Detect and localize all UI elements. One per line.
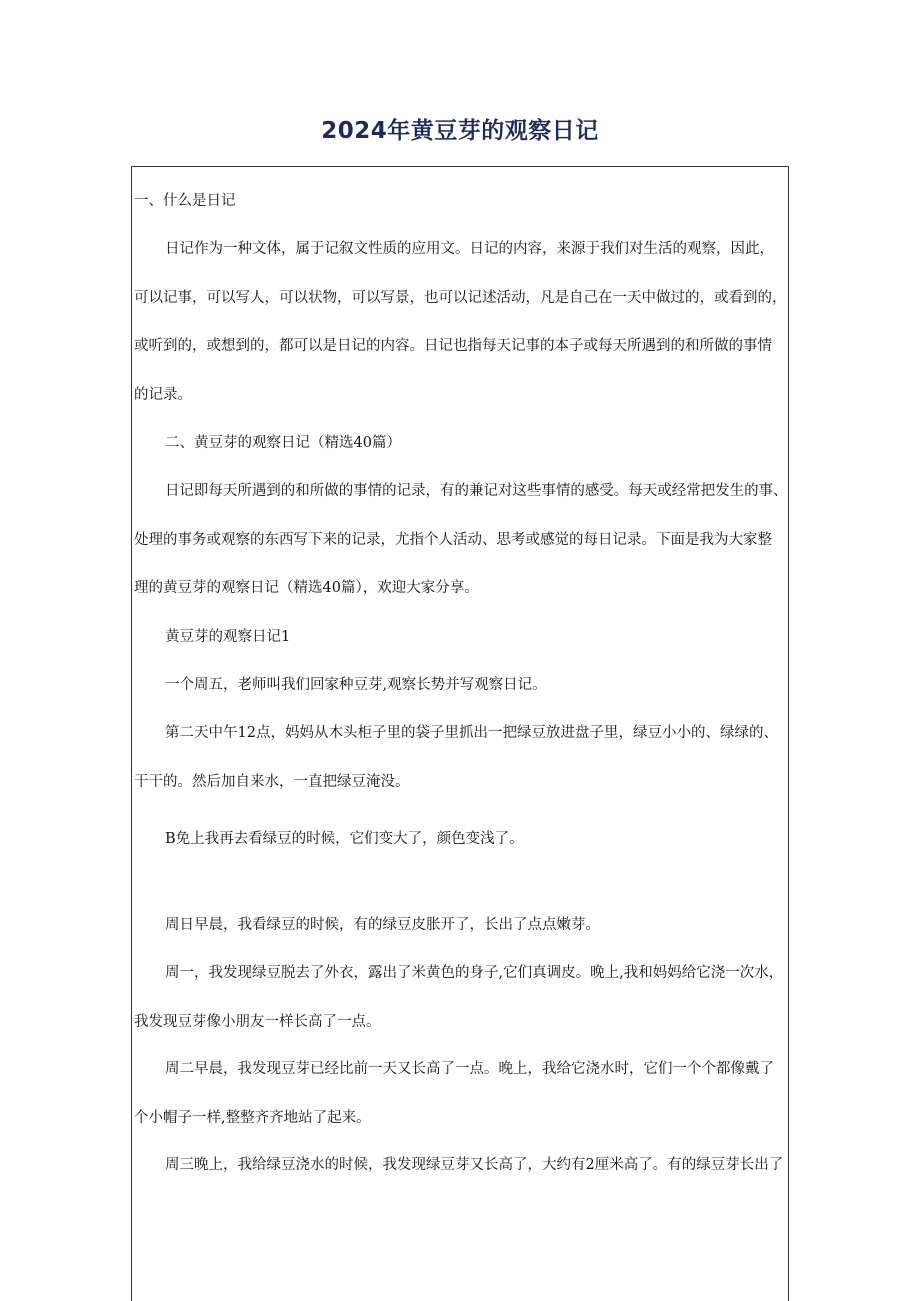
text-line: 二、黄豆芽的观察日记（精选40篇） <box>165 435 401 451</box>
text-line: 周三晚上，我给绿豆浇水的时候，我发现绿豆芽又长高了，大约有2厘米高了。有的绿豆芽长出了 <box>165 1157 784 1173</box>
text-line: 或听到的，或想到的，都可以是日记的内容。日记也指每天记事的本子或每天所遇到的和所做的事情 <box>134 338 772 354</box>
paragraph-second-day <box>134 709 790 806</box>
content-frame <box>131 166 789 1301</box>
text-line: 干干的。然后加自来水，一直把绿豆淹没。 <box>134 773 410 790</box>
paragraph-sunday <box>134 901 790 950</box>
text-line: B免上我再去看绿豆的时候，它们变大了，颜色变浅了。 <box>165 831 524 847</box>
text-line: 黄豆芽的观察日记1 <box>165 629 291 645</box>
paragraph-evening <box>134 815 790 864</box>
section-heading-observation-diary <box>134 419 790 468</box>
text-line: 周日早晨，我看绿豆的时候，有的绿豆皮胀开了，长出了点点嫩芽。 <box>165 917 600 933</box>
text-line: 理的黄豆芽的观察日记（精选40篇），欢迎大家分享。 <box>134 580 479 596</box>
text-line: 日记作为一种文体，属于记叙文性质的应用文。日记的内容，来源于我们对生活的观察，因此， <box>165 241 774 257</box>
diary-entry-heading <box>134 613 790 662</box>
text-line: 可以记事，可以写人，可以状物，可以写景，也可以记述活动，凡是自己在一天中做过的，或看到的， <box>134 289 787 306</box>
document-title: 2024年黄豆芽的观察日记 <box>321 118 599 144</box>
text-line: 周二早晨，我发现豆芽已经比前一天又长高了一点。晚上，我给它浇水时，它们一个个都像戴了 <box>165 1061 774 1077</box>
text-line: 处理的事务或观察的东西写下来的记录，尤指个人活动、思考或感觉的每日记录。下面是我为大家整 <box>134 531 772 548</box>
text-line: 第二天中午12点，妈妈从木头柜子里的袋子里抓出一把绿豆放进盘子里，绿豆小小的、绿绿的、 <box>165 725 778 741</box>
text-line: 一个周五，老师叫我们回家种豆芽,观察长势并写观察日记。 <box>165 677 547 693</box>
text-line: 个小帽子一样,整整齐齐地站了起来。 <box>134 1109 371 1126</box>
text-line: 周一，我发现绿豆脱去了外衣，露出了米黄色的身子,它们真调皮。晚上,我和妈妈给它浇一次水， <box>165 965 784 981</box>
paragraph-diary-definition <box>134 225 790 419</box>
paragraph-intro <box>134 467 790 613</box>
text-line: 一、什么是日记 <box>134 193 236 209</box>
text-line: 的记录。 <box>134 386 192 403</box>
paragraph-friday <box>134 661 790 710</box>
text-line: 我发现豆芽像小朋友一样长高了一点。 <box>134 1013 381 1030</box>
paragraph-wednesday <box>134 1141 790 1190</box>
text-line: 日记即每天所遇到的和所做的事情的记录，有的兼记对这些事情的感受。每天或经常把发生的事、 <box>164 483 788 499</box>
paragraph-monday <box>134 949 790 1046</box>
section-heading-what-is-diary <box>134 177 790 226</box>
paragraph-tuesday <box>134 1045 790 1142</box>
